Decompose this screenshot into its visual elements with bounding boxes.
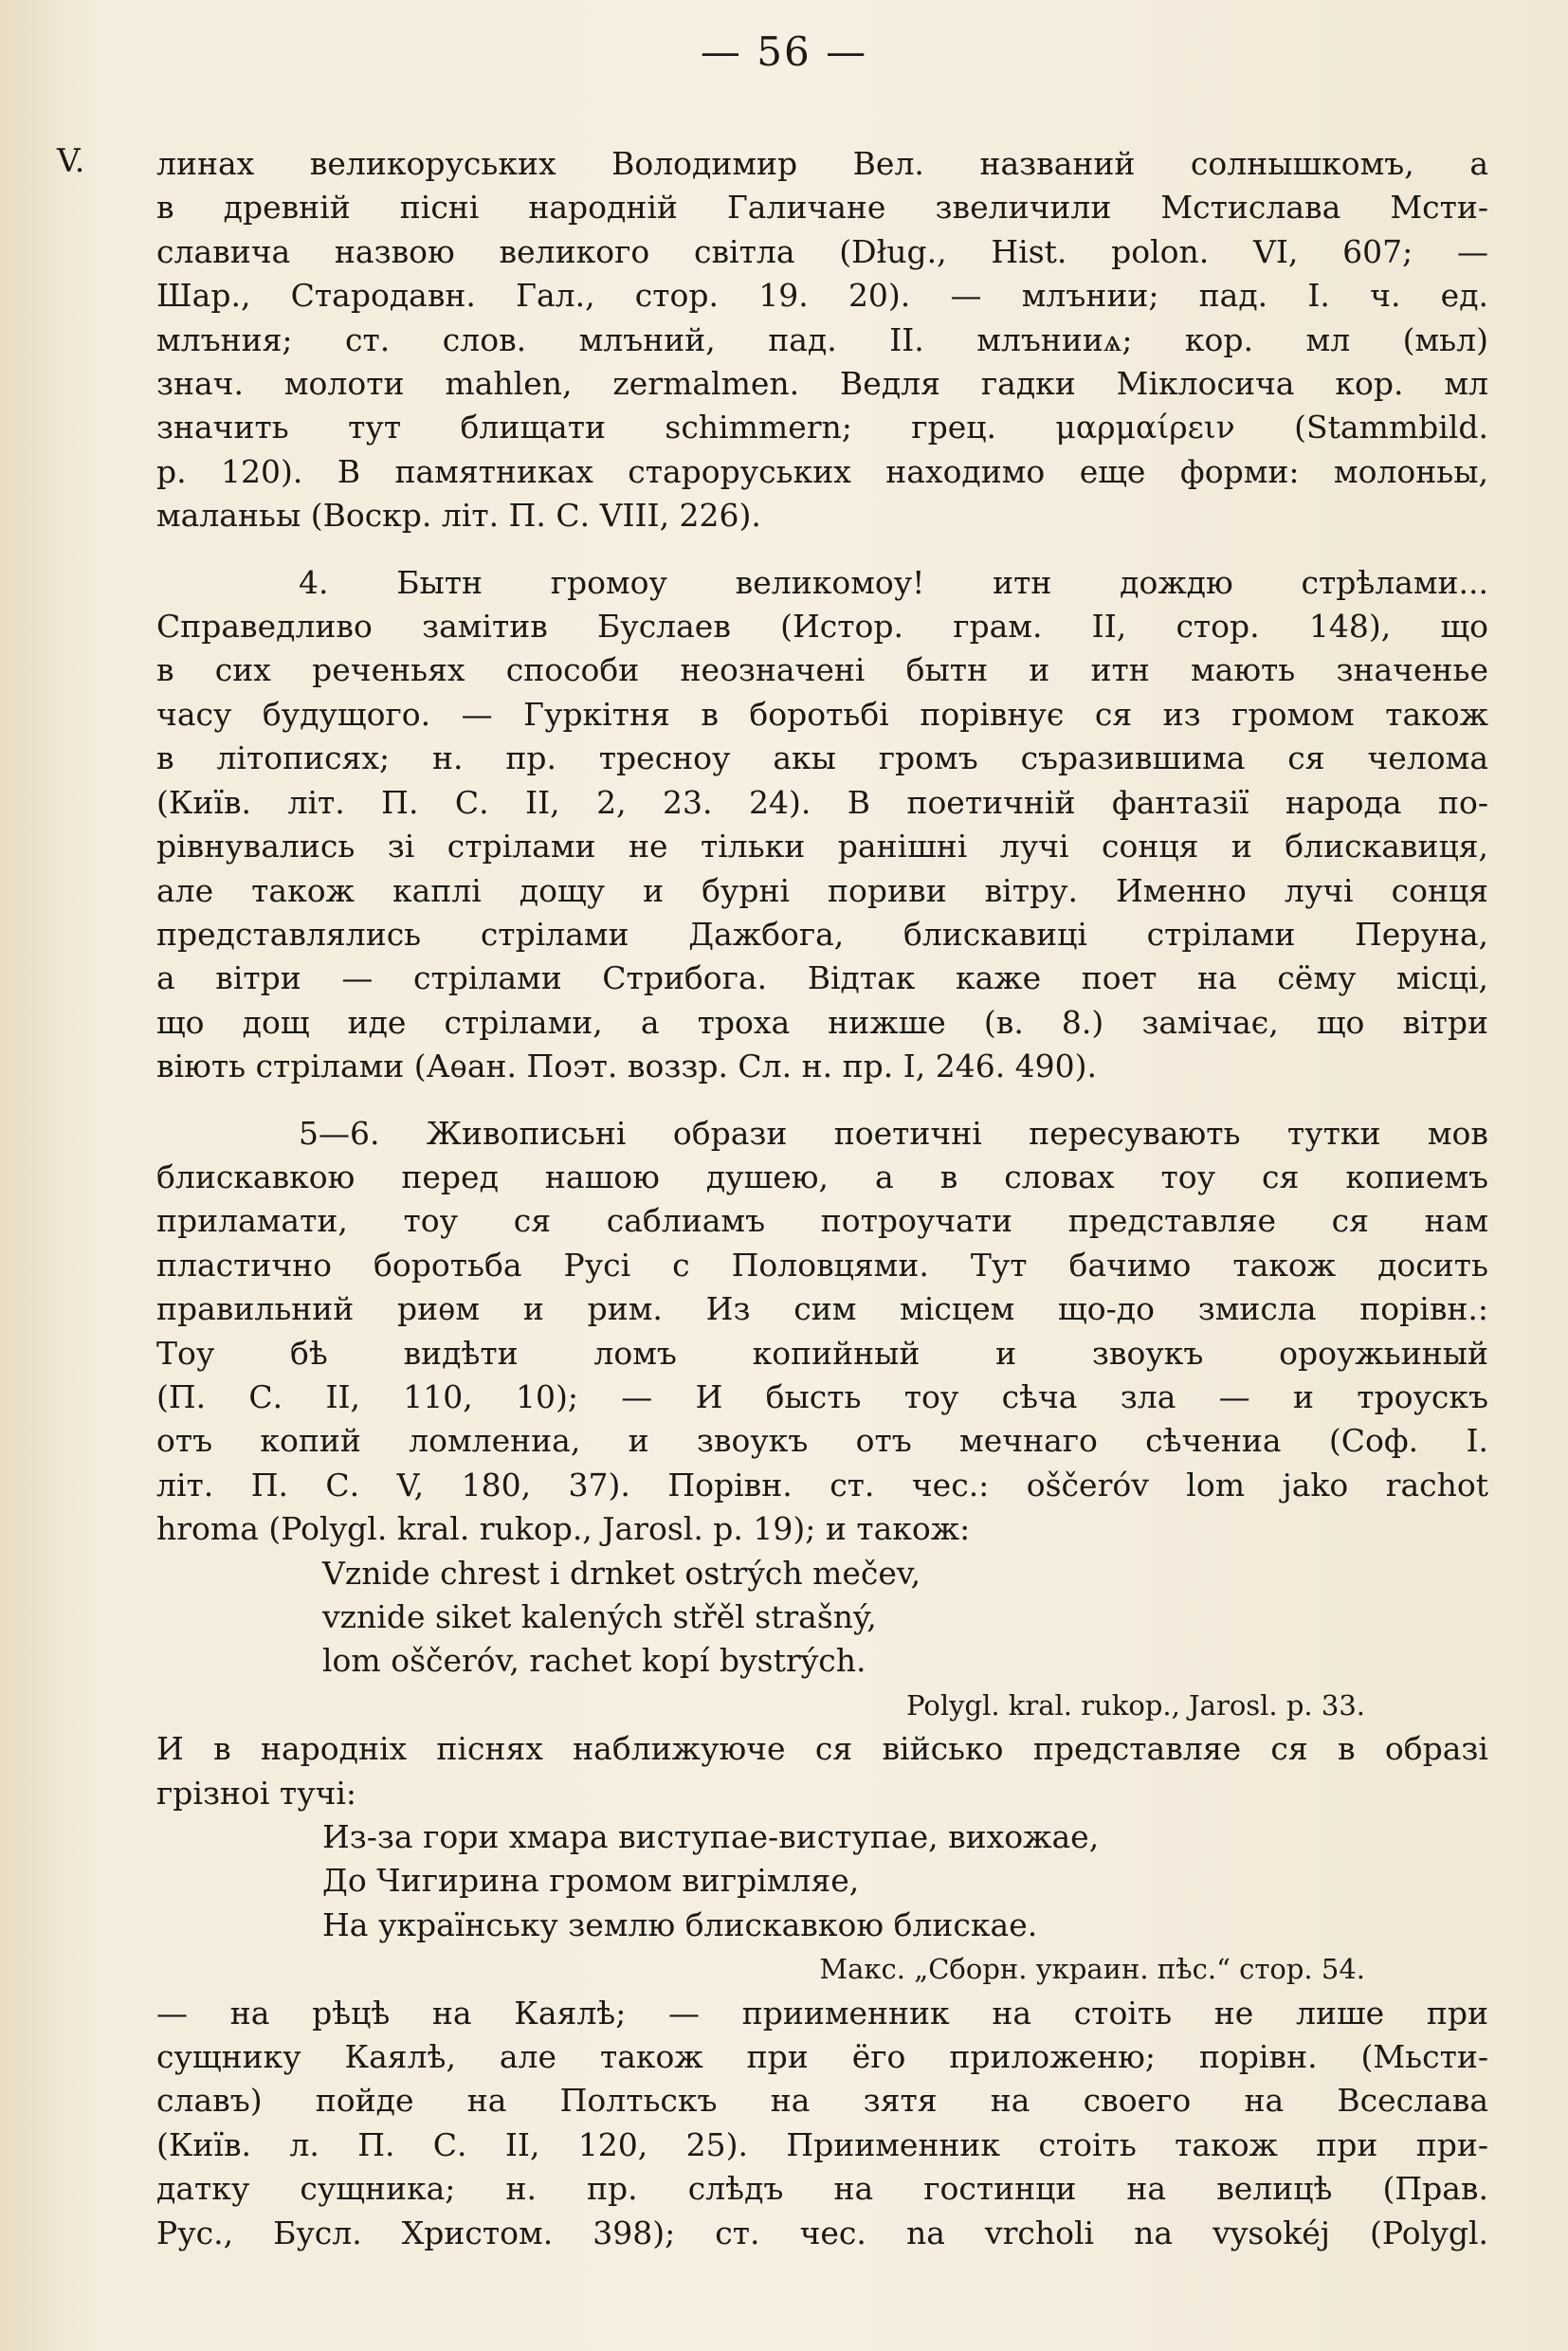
text-line: 5—6. Живописьні образи поетичні пересувають тутки мов [299, 1114, 1488, 1152]
text-line: (Київ. літ. П. С. II, 2, 23. 24). В поетичній фантазії народа по- [156, 783, 1488, 821]
paragraph-gap [156, 1089, 1488, 1112]
text-line: Шар., Стародавн. Гал., стор. 19. 20). — млънии; пад. І. ч. ед. [156, 277, 1488, 315]
text-line: (Київ. л. П. С. II, 120, 25). Приименник стоіть також при при- [156, 2125, 1488, 2163]
text-block-3 [156, 1992, 1488, 2255]
text-line: віють стрілами (Аѳан. Поэт. воззр. Сл. н. пр. I, 246. 490). [156, 1048, 1098, 1085]
text-line: Рус., Бусл. Христом. 398); ст. чес. na vrcholi na vysokéj (Polygl. [156, 2214, 1488, 2251]
text-line: в літописях; н. пр. тресноу акы громъ съразившима ся челома [156, 739, 1488, 777]
text-line: грізноі тучі: [156, 1774, 357, 1812]
text-line: датку сущника; н. пр. слѣдъ на гостинци на велицѣ (Прав. [156, 2170, 1488, 2208]
text-line: Тоу бѣ видѣти ломъ копийный и звоукъ ороужьиный [156, 1334, 1488, 1372]
text-line: маланьы (Воскр. літ. П. С. VIII, 226). [156, 497, 761, 535]
text-line: літ. П. С. V, 180, 37). Порівн. ст. чес.: oščerόv lom jako rachot [156, 1466, 1488, 1504]
text-line: Справедливо замітив Буслаев (Истор. грам. II, стор. 148), що [156, 608, 1488, 646]
text-line: що дощ иде стрілами, а троха нижше (в. 8.) замічає, що вітри [156, 1003, 1488, 1041]
text-line: значить тут блищати schimmern; грец. μαρμαίρειν (Stammbild. [156, 409, 1488, 447]
verse-line: lom oščerόv, rachet kopí bystrých. [322, 1642, 866, 1680]
text-line: правильний риѳм и рим. Из сим місцем що-до змисла порівн.: [156, 1290, 1488, 1328]
text-line: млъния; ст. слов. млъний, пад. II. млънииѧ; кор. мл (мьл) [156, 320, 1488, 358]
text-line: в древній пісні народній Галичане звеличили Мстислава Мсти- [156, 189, 1488, 227]
text-line: славъ) пойде на Полтьскъ на зятя на своего на Всеслава [156, 2082, 1488, 2120]
verse-line: Vznide chrest i drnket ostrých mečev, [322, 1554, 921, 1592]
text-line: линах великоруських Володимир Вел. названий солнышкомъ, а [156, 145, 1488, 182]
text-line: блискавкою перед нашою душею, а в словах тоу ся копиемъ [156, 1157, 1488, 1195]
verse-line: vznide siket kalených střěl strašný, [322, 1598, 877, 1635]
text-line: рівнувались зі стрілами не тільки ранішні лучі сонця и блискавиця, [156, 828, 1488, 866]
text-line: в сих реченьях способи неозначені бытн и итн мають значенье [156, 651, 1488, 689]
text-line: отъ копий ломлениа, и звоукъ отъ мечнаго сѣчениа (Соф. І. [156, 1422, 1488, 1460]
text-line: знач. молоти mahlen, zermalmen. Ведля гадки Міклосича кор. мл [156, 365, 1488, 403]
verse-attribution-2: Макс. „Сборн. украин. пѣс.“ стор. 54. [819, 1953, 1365, 1986]
verse-quote-1 [156, 1552, 1488, 1684]
text-block-1 [156, 142, 1488, 1552]
text-line: представлялись стрілами Дажбога, блискавиці стрілами Перуна, [156, 915, 1488, 953]
verse-line: До Чигирина громом вигрімляе, [322, 1862, 860, 1900]
verse-attribution-1: Polygl. kral. rukop., Jarosl. p. 33. [906, 1688, 1365, 1722]
main-text [156, 142, 1488, 2255]
text-line: а вітри — стрілами Стрибога. Відтак каже поет на сёму місці, [156, 959, 1488, 997]
text-line: приламати, тоу ся саблиамъ потроучати представляе ся нам [156, 1202, 1488, 1240]
text-block-2 [156, 1727, 1488, 1815]
text-line: p. 120). В памятниках староруських находимо еще форми: молоньы, [156, 452, 1488, 490]
signature-mark: V. [57, 142, 85, 180]
text-line: пластично боротьба Русі с Половцями. Тут бачимо також досить [156, 1246, 1488, 1284]
text-line: И в народніх піснях наближуюче ся військо представляе ся в образі [156, 1730, 1488, 1768]
verse-line: На українську землю блискавкою блискае. [322, 1905, 1038, 1943]
page-number: — 56 — [700, 28, 868, 75]
text-line: часу будущого. — Гуркітня в боротьбі порівнує ся из громом також [156, 695, 1488, 733]
text-line: — на рѣцѣ на Каялѣ; — приименник на стоіть не лише при [156, 1994, 1488, 2032]
text-line: hroma (Polygl. kral. rukop., Jarosl. p. 19); и також: [156, 1510, 971, 1548]
paragraph-gap [156, 538, 1488, 561]
verse-line: Из-за гори хмара виступае-виступае, вихожае, [322, 1818, 1100, 1856]
text-line: (П. С. II, 110, 10); — И бысть тоу сѣча зла — и троускъ [156, 1377, 1488, 1415]
text-line: але також каплі дощу и бурні пориви вітру. Именно лучі сонця [156, 871, 1488, 909]
text-line: 4. Бытн громоу великомоу! итн дождю стрѣлами... [299, 563, 1488, 601]
text-line: сущнику Каялѣ, але також при ёго приложеню; порівн. (Мьсти- [156, 2038, 1488, 2076]
text-line: славича назвою великого світла (Dług., Hist. polon. VI, 607; — [156, 232, 1488, 270]
verse-quote-2 [156, 1815, 1488, 1947]
